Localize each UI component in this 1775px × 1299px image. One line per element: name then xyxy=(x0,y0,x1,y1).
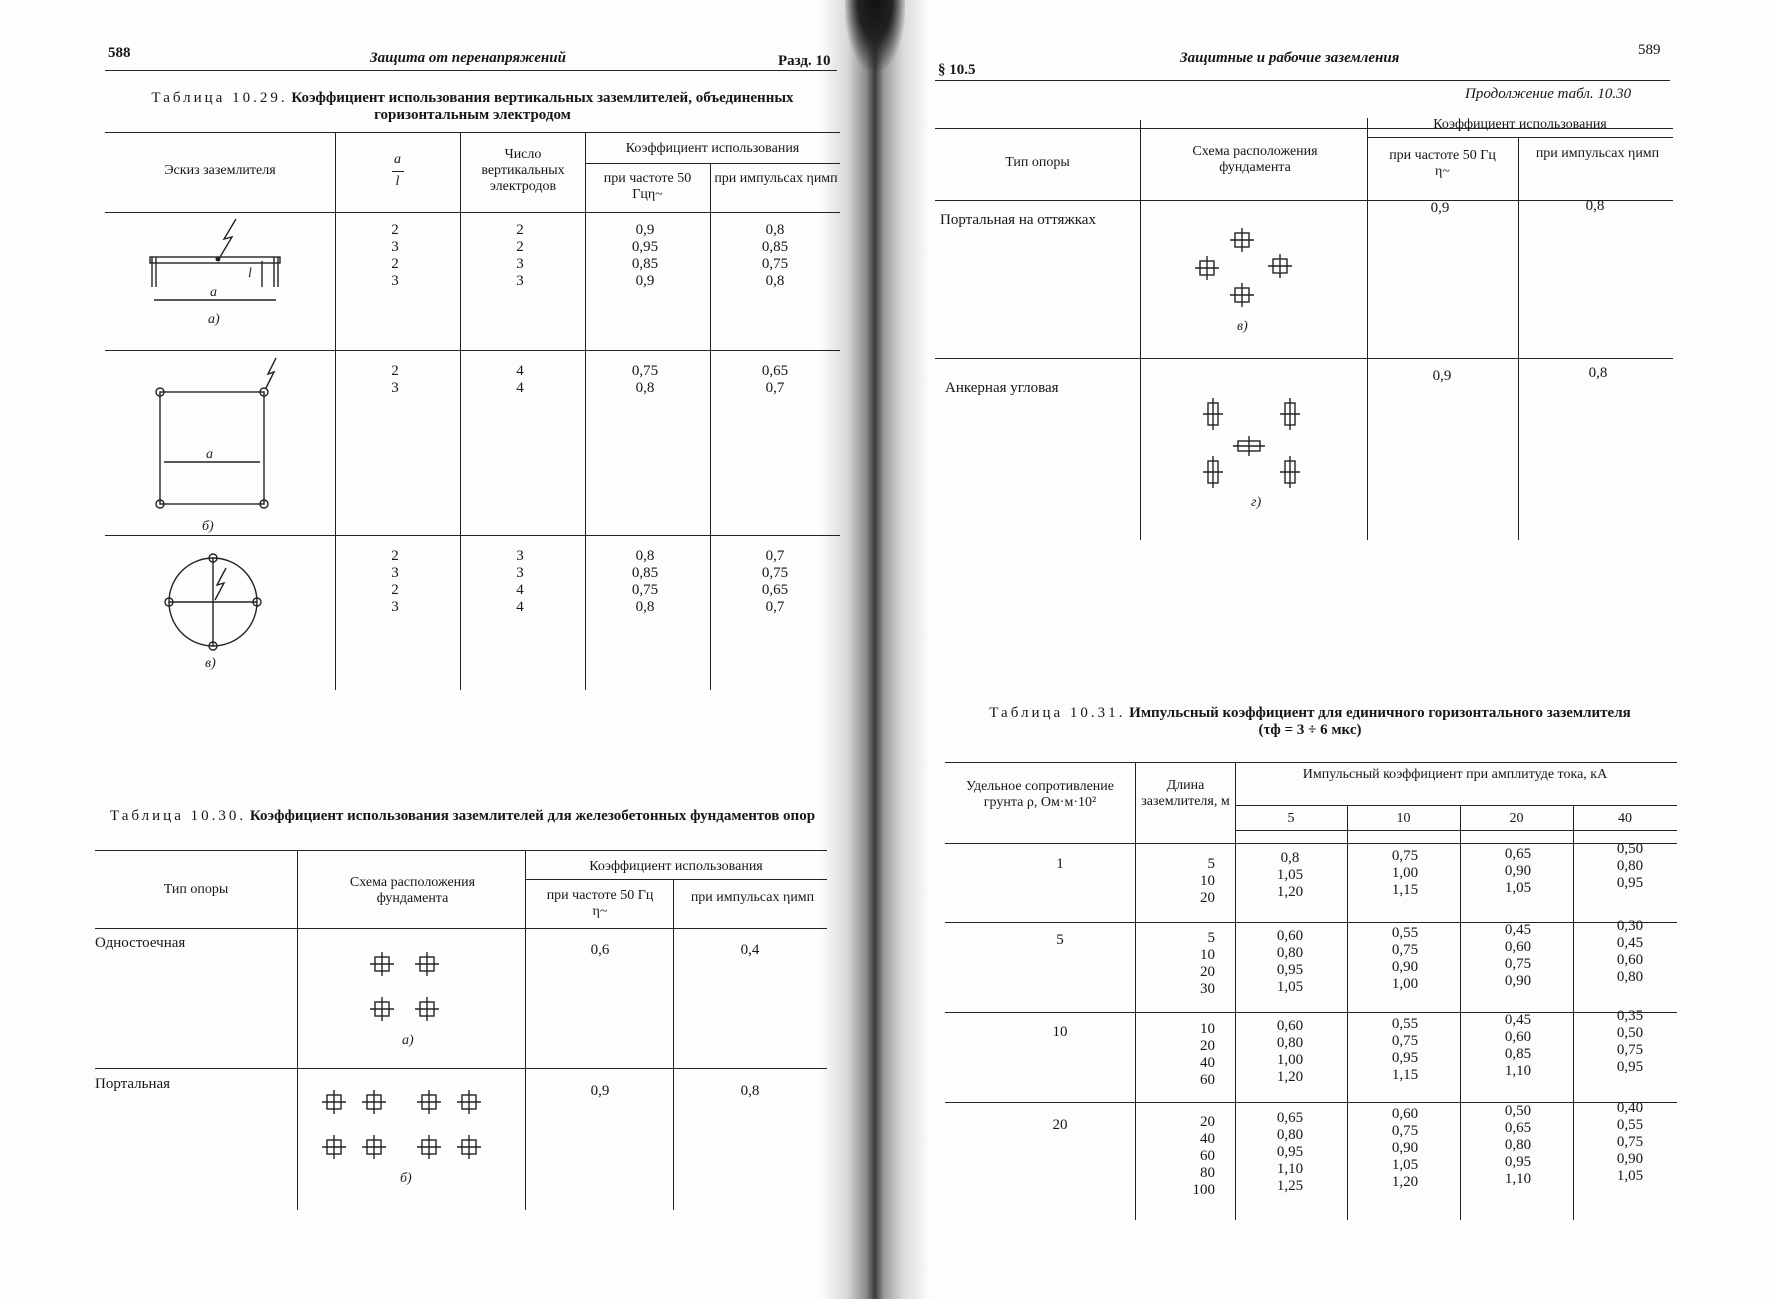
imp-value: 0,8 xyxy=(1585,198,1605,214)
header-freq: при частоте 50 Гц η~ xyxy=(1389,148,1496,179)
ratio-values: 2 3 2 3 xyxy=(391,548,399,615)
col-rule xyxy=(335,132,336,690)
caption-label: Таблица 10.30. xyxy=(109,808,247,824)
table-10-29-caption xyxy=(105,90,840,124)
row-rule xyxy=(945,1102,1677,1103)
subheader-rule xyxy=(1235,830,1677,831)
foundation-icon xyxy=(322,1135,346,1159)
lightning-icon xyxy=(215,568,226,600)
count-values: 4 4 xyxy=(516,363,524,396)
coef-10-values: 0,55 0,75 0,90 1,00 xyxy=(1391,925,1419,992)
row-type: Одностоечная xyxy=(95,935,186,951)
col-rule xyxy=(525,850,526,1210)
col-rule xyxy=(460,132,461,690)
rho-value: 10 xyxy=(1052,1024,1068,1040)
coef-40-values: 0,30 0,45 0,60 0,80 xyxy=(1616,918,1644,985)
subheader-rule xyxy=(585,163,840,164)
header-current-5: 5 xyxy=(1287,811,1295,826)
header-sketch: Эскиз заземлителя xyxy=(164,163,276,178)
header-count: Число вертикальных электродов xyxy=(481,147,565,194)
page-number: 589 xyxy=(1638,42,1661,58)
length-values: 5 10 20 30 xyxy=(1200,930,1215,997)
freq-values: 0,8 0,85 0,75 0,8 xyxy=(631,548,659,615)
scheme-a-diagram xyxy=(370,952,460,1052)
sketch-label: в) xyxy=(205,656,216,671)
col-rule xyxy=(1367,118,1368,540)
length-values: 10 20 40 60 xyxy=(1200,1021,1215,1088)
header-type: Тип опоры xyxy=(1005,155,1070,170)
header-length: Длина заземлителя, м xyxy=(1141,778,1230,809)
caption-title: Коэффициент использования заземлителей для железобетонных фундаментов опор xyxy=(249,808,816,824)
header-imp: при импульсах ηимп xyxy=(1535,146,1660,161)
imp-value: 0,8 xyxy=(740,1083,760,1099)
foundation-icon xyxy=(1268,254,1292,278)
foundation-icon xyxy=(1280,398,1300,430)
foundation-icon xyxy=(457,1135,481,1159)
col-rule xyxy=(1135,762,1136,1220)
freq-values: 0,75 0,8 xyxy=(631,363,659,396)
running-title: Защита от перенапряжений xyxy=(370,50,566,66)
ratio-values: 2 3 2 3 xyxy=(391,222,399,289)
dimension-a-label: a xyxy=(210,285,217,300)
header-current-20: 20 xyxy=(1509,811,1524,826)
foundation-icon xyxy=(417,1135,441,1159)
header-rule xyxy=(105,70,837,71)
header-scheme: Схема расположения фундамента xyxy=(1192,144,1318,175)
foundation-icon xyxy=(1203,456,1223,488)
header-current-10: 10 xyxy=(1396,811,1411,826)
row-rule xyxy=(945,922,1677,923)
scheme-g-diagram xyxy=(1205,398,1325,513)
rho-value: 20 xyxy=(1052,1117,1068,1133)
row-rule xyxy=(935,358,1673,359)
left-page xyxy=(0,0,845,1299)
col-rule xyxy=(585,132,586,690)
coef-10-values: 0,75 1,00 1,15 xyxy=(1391,848,1419,898)
count-values: 3 3 4 4 xyxy=(516,548,524,615)
col-rule xyxy=(1518,137,1519,540)
freq-value: 0,9 xyxy=(1430,200,1450,216)
col-rule xyxy=(297,850,298,1210)
col-rule xyxy=(710,163,711,690)
coef-40-values: 0,35 0,50 0,75 0,95 xyxy=(1616,1008,1644,1075)
sketch-label: б) xyxy=(202,519,214,534)
foundation-icon xyxy=(1233,436,1265,456)
freq-value: 0,9 xyxy=(590,1083,610,1099)
coef-10-values: 0,55 0,75 0,95 1,15 xyxy=(1391,1016,1419,1083)
sketch-a-diagram xyxy=(140,225,300,335)
connection-point xyxy=(216,257,221,262)
table-top-rule xyxy=(945,762,1677,763)
foundation-icon xyxy=(1230,283,1254,307)
imp-value: 0,8 xyxy=(1588,365,1608,381)
header-bottom-rule xyxy=(95,928,827,929)
foundation-icon xyxy=(322,1090,346,1114)
freq-values: 0,9 0,95 0,85 0,9 xyxy=(631,222,659,289)
header-rule xyxy=(935,80,1670,81)
rho-value: 5 xyxy=(1056,932,1064,948)
col-rule xyxy=(1347,805,1348,1220)
imp-values: 0,8 0,85 0,75 0,8 xyxy=(761,222,789,289)
header-current-40: 40 xyxy=(1618,811,1632,826)
subheader-rule xyxy=(1367,137,1673,138)
length-values: 20 40 60 80 100 xyxy=(1192,1114,1215,1198)
ratio-values: 2 3 xyxy=(391,363,399,396)
header-coef: Импульсный коэффициент при амплитуде тока, кА xyxy=(1302,767,1608,782)
header-resistivity: Удельное сопротивление грунта ρ, Ом·м·10² xyxy=(966,779,1114,810)
coef-20-values: 0,65 0,90 1,05 xyxy=(1504,846,1532,896)
section-label: § 10.5 xyxy=(938,62,976,78)
col-rule xyxy=(673,879,674,1210)
caption-label: Таблица 10.31. xyxy=(989,705,1126,721)
foundation-icon xyxy=(417,1090,441,1114)
caption-label: Таблица 10.29. xyxy=(151,90,288,106)
running-title: Защитные и рабочие заземления xyxy=(1180,50,1400,66)
dimension-l-label: l xyxy=(248,266,252,281)
sketch-b-diagram xyxy=(150,368,280,534)
row-type: Портальная на оттяжках xyxy=(940,212,1096,228)
scheme-label: в) xyxy=(1237,319,1248,334)
freq-value: 0,6 xyxy=(590,942,610,958)
coef-20-values: 0,45 0,60 0,85 1,10 xyxy=(1504,1012,1532,1079)
lightning-icon xyxy=(266,358,276,388)
row-rule xyxy=(945,1012,1677,1013)
row-type: Анкерная угловая xyxy=(945,380,1059,396)
header-bottom-rule xyxy=(105,212,840,213)
row-rule xyxy=(105,350,840,351)
coef-5-values: 0,65 0,80 0,95 1,10 1,25 xyxy=(1276,1110,1304,1194)
header-imp: при импульсах ηимп xyxy=(690,890,815,905)
scheme-b-diagram xyxy=(322,1090,502,1200)
imp-values: 0,7 0,75 0,65 0,7 xyxy=(761,548,789,615)
header-coef: Коэффициент использования xyxy=(1433,117,1607,132)
rho-value: 1 xyxy=(1056,856,1064,872)
coef-10-values: 0,60 0,75 0,90 1,05 1,20 xyxy=(1391,1106,1419,1190)
horizontal-electrode xyxy=(150,257,280,263)
section-label: Разд. 10 xyxy=(778,53,831,69)
coef-20-values: 0,50 0,65 0,80 0,95 1,10 xyxy=(1504,1103,1532,1187)
imp-values: 0,65 0,7 xyxy=(761,363,789,396)
foundation-icon xyxy=(1203,398,1223,430)
coef-5-values: 0,8 1,05 1,20 xyxy=(1276,850,1304,900)
foundation-icon xyxy=(362,1135,386,1159)
row-rule xyxy=(105,535,840,536)
coef-40-values: 0,50 0,80 0,95 xyxy=(1616,841,1644,891)
page-number: 588 xyxy=(108,45,131,61)
dimension-a-label: a xyxy=(206,447,213,462)
col-rule xyxy=(1235,762,1236,1220)
foundation-icon xyxy=(370,997,394,1021)
header-ratio-den: l xyxy=(395,174,400,189)
subheader-rule xyxy=(1235,805,1677,806)
coef-5-values: 0,60 0,80 0,95 1,05 xyxy=(1276,928,1304,995)
header-bottom-rule xyxy=(945,843,1677,844)
sketch-c-diagram xyxy=(160,555,280,675)
imp-value: 0,4 xyxy=(740,942,760,958)
header-ratio-num: a xyxy=(394,152,401,167)
foundation-icon xyxy=(415,952,439,976)
table-top-rule xyxy=(105,132,840,133)
foundation-icon xyxy=(415,997,439,1021)
coef-5-values: 0,60 0,80 1,00 1,20 xyxy=(1276,1018,1304,1085)
header-coef: Коэффициент использования xyxy=(625,141,800,156)
foundation-icon xyxy=(1195,256,1219,280)
col-rule xyxy=(1573,805,1574,1220)
row-type: Портальная xyxy=(95,1076,171,1092)
foundation-icon xyxy=(1280,456,1300,488)
length-values: 5 10 20 xyxy=(1200,856,1215,906)
scheme-label: а) xyxy=(402,1033,414,1048)
table-10-30-caption xyxy=(95,808,830,825)
table-top-rule xyxy=(95,850,827,851)
caption-title: Коэффициент использования вертикальных заземлителей, объединенных горизонтальным электродом xyxy=(291,90,794,123)
foundation-icon xyxy=(370,952,394,976)
coef-40-values: 0,40 0,55 0,75 0,90 1,05 xyxy=(1616,1100,1644,1184)
col-rule xyxy=(1460,805,1461,1220)
continuation-note: Продолжение табл. 10.30 xyxy=(1465,86,1632,102)
coef-20-values: 0,45 0,60 0,75 0,90 xyxy=(1504,922,1532,989)
count-values: 2 2 3 3 xyxy=(516,222,524,289)
scheme-label: б) xyxy=(400,1171,412,1186)
header-type: Тип опоры xyxy=(163,882,229,897)
header-imp: при импульсах ηимп xyxy=(714,171,838,186)
header-freq: при частоте 50 Гц η~ xyxy=(546,888,654,919)
foundation-icon xyxy=(362,1090,386,1114)
foundation-icon xyxy=(457,1090,481,1114)
header-bottom-rule xyxy=(935,200,1673,201)
subheader-rule xyxy=(525,879,827,880)
right-page xyxy=(895,0,1775,1299)
row-rule xyxy=(95,1068,827,1069)
ratio-fraction-bar xyxy=(392,171,404,172)
lightning-icon xyxy=(220,219,236,257)
scheme-v-diagram xyxy=(1195,228,1315,338)
header-coef: Коэффициент использования xyxy=(589,859,763,874)
caption-subtitle: (τф = 3 ÷ 6 мкс) xyxy=(1258,722,1362,738)
col-rule xyxy=(1140,120,1141,540)
freq-value: 0,9 xyxy=(1432,368,1452,384)
header-scheme: Схема расположения фундамента xyxy=(349,875,476,906)
header-freq: при частоте 50 Гцη~ xyxy=(603,171,692,202)
sketch-label: а) xyxy=(208,312,220,327)
foundation-icon xyxy=(1230,228,1254,252)
caption-title: Импульсный коэффициент для единичного горизонтального заземлителя xyxy=(1129,705,1631,721)
table-10-31-caption xyxy=(945,705,1675,739)
scheme-label: г) xyxy=(1251,495,1262,510)
